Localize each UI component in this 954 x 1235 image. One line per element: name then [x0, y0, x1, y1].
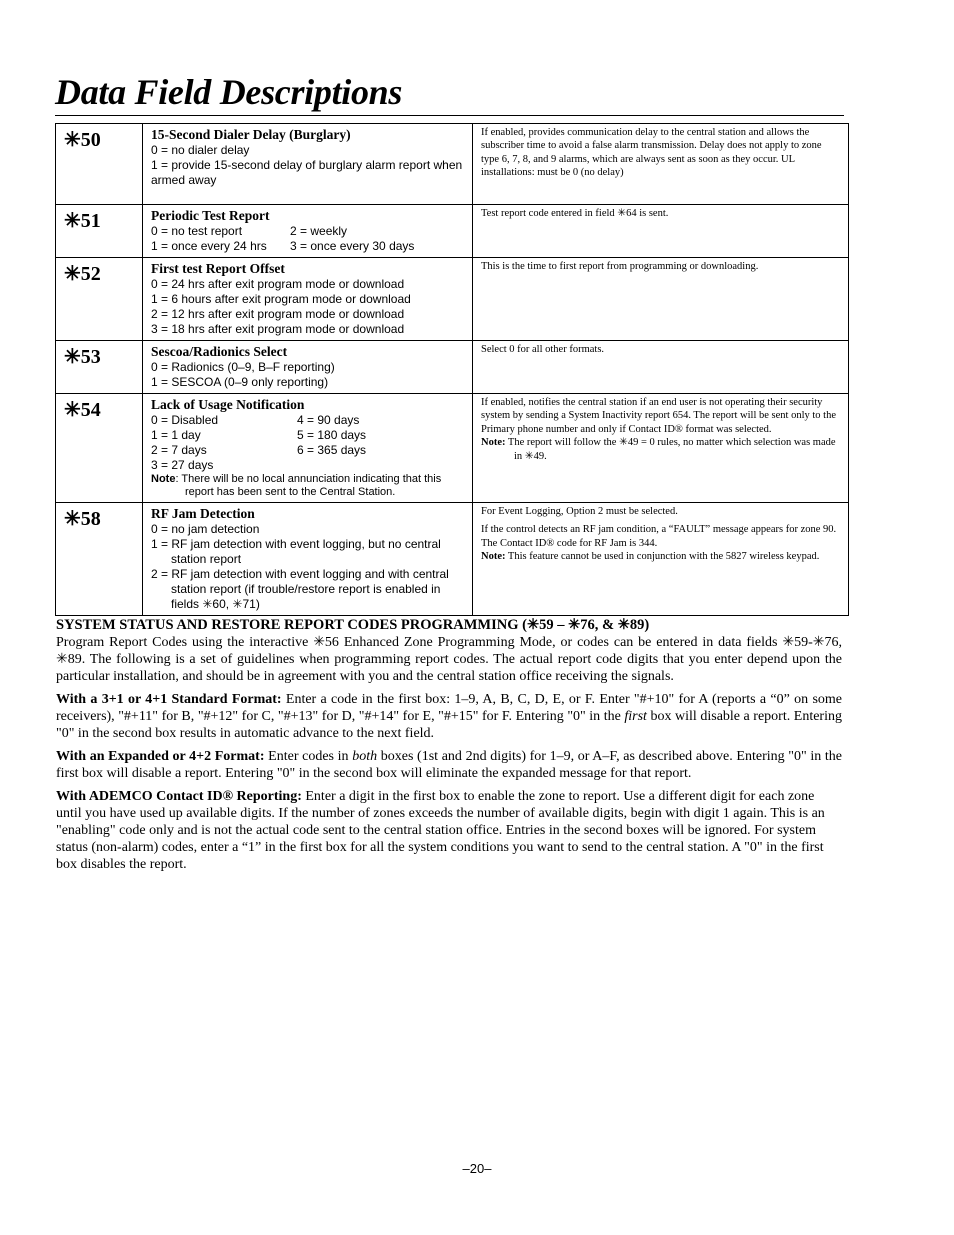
note-body: : There will be no local annunciation indicating that this report has been sent to the Central Station. [175, 473, 442, 498]
field-number: ✳54 [56, 394, 143, 503]
option-line: 2 = RF jam detection with event logging and with central station report (if trouble/restore report is enabled in fields ✳60, ✳71) [151, 567, 449, 611]
table-row [56, 205, 849, 258]
note-text: For Event Logging, Option 2 must be selected. [481, 506, 678, 517]
option-right: 4 = 90 days [297, 413, 360, 427]
field-number: ✳50 [56, 124, 143, 205]
field-description [143, 258, 473, 341]
option-right: 6 = 365 days [297, 443, 367, 457]
field-number: ✳52 [56, 258, 143, 341]
field-name: RF Jam Detection [151, 506, 255, 521]
section-heading: SYSTEM STATUS AND RESTORE REPORT CODES PROGRAMMING (✳59 – ✳76, & ✳89) [56, 617, 650, 633]
option-left: 1 = 1 day [151, 428, 201, 442]
option-right: 2 = weekly [290, 224, 348, 238]
paragraph-label: With an Expanded or 4+2 Format: [56, 749, 265, 764]
page-title: Data Field Descriptions [55, 72, 403, 112]
field-note [473, 503, 849, 616]
field-description [143, 394, 473, 503]
option-line: 1 = RF jam detection with event logging, but no central station report [151, 537, 441, 566]
option-line [151, 443, 466, 458]
option-line: 1 = provide 15-second delay of burglary alarm report when armed away [151, 158, 463, 187]
table-row [56, 394, 849, 503]
field-name: First test Report Offset [151, 261, 285, 276]
field-name: Lack of Usage Notification [151, 397, 305, 412]
section-intro: Program Report Codes using the interactive ✳56 Enhanced Zone Programming Mode, or codes can be entered in data fields ✳59-✳76, ✳89. The following is a set of guidelines when programming report codes. The actual report code digits that you enter depend upon the particular installation, and should be in agreement with you and the central station office receiving the signals. [56, 635, 842, 684]
note-label: Note: [481, 437, 506, 449]
note-body: This feature cannot be used in conjunction with the 5827 wireless keypad. [505, 551, 820, 563]
title-rule [55, 115, 844, 116]
field-number: ✳51 [56, 205, 143, 258]
option-line: 0 = Radionics (0–9, B–F reporting) [151, 360, 335, 374]
table-row [56, 258, 849, 341]
option-line: 2 = 12 hrs after exit program mode or download [151, 307, 405, 321]
paragraph-expanded-format [56, 748, 842, 782]
paragraph-text: boxes (1st and 2nd digits) for 1–9, or A–F, as described above. Entering "0" in the first box will disable a report. Entering "0" in the second box will eliminate the expanded message for that report. [56, 749, 842, 781]
option-left: 1 = once every 24 hrs [151, 239, 267, 253]
paragraph-text: Enter a code in the first box: 1–9, A, B, C, D, E, or F. Enter "#+10" for A (reports a “0” on some receivers), "#+11" for B, "#+12" for C, "#+13" for D, "#+14" for E, "#+15" for F. Entering "0" in the [56, 692, 842, 724]
field-description [143, 205, 473, 258]
option-left: 0 = no test report [151, 224, 243, 238]
field-note [473, 394, 849, 503]
paragraph-text: Enter a digit in the first box to enable the zone to report. Use a different digit for each zone until you have used up available digits. If the number of zones exceeds the number of available digits, begin with digit 1 again. This is an "enabling" code only and is not the actual code sent to the central station office. Entries in the second boxes will be ignored. For system status (non-alarm) codes, enter a “1” in the first box for all the system conditions you want to send to the central station. A "0" in the first box disables the report. [56, 789, 825, 872]
note-text: If the control detects an RF jam condition, a “FAULT” message appears for zone 90. The Contact ID® code for RF Jam is 344. [481, 524, 837, 549]
option-line [151, 224, 466, 239]
note-secondary [481, 550, 840, 563]
note-text: Test report code entered in field ✳64 is sent. [481, 208, 669, 219]
page-number: –20– [462, 1161, 492, 1176]
paragraph-text: box will disable a report. Entering "0" in the second box results in automatic advance to the next field. [56, 709, 842, 741]
field-note [473, 205, 849, 258]
option-line: 0 = 24 hrs after exit program mode or download [151, 277, 405, 291]
note-secondary [481, 436, 840, 463]
paragraph-emphasis: both [352, 749, 378, 764]
option-line: 1 = 6 hours after exit program mode or download [151, 292, 411, 306]
paragraph-text: Enter codes in [264, 749, 353, 764]
field-note [473, 124, 849, 205]
note-label: Note: [481, 551, 506, 563]
option-right: 3 = once every 30 days [290, 239, 415, 253]
note-text: If enabled, notifies the central station if an end user is not operating their security system by sending a System Inactivity report 654. The report will be sent only to the Primary phone number and only if Contact ID® format was selected. [481, 397, 836, 435]
note-text: This is the time to first report from programming or downloading. [481, 261, 759, 272]
field-number: ✳53 [56, 341, 143, 394]
paragraph-emphasis: first [624, 709, 647, 724]
option-line: 1 = SESCOA (0–9 only reporting) [151, 375, 329, 389]
field-description [143, 124, 473, 205]
field-note [473, 341, 849, 394]
option-line: 3 = 18 hrs after exit program mode or download [151, 322, 405, 336]
paragraph-label: With ADEMCO Contact ID® Reporting: [56, 789, 302, 804]
option-line: 0 = no jam detection [151, 522, 260, 536]
option-line: 3 = 27 days [151, 458, 214, 472]
option-left: 2 = 7 days [151, 443, 207, 457]
option-line [151, 428, 466, 443]
note-text: Select 0 for all other formats. [481, 344, 605, 355]
table-row [56, 503, 849, 616]
option-line: 0 = no dialer delay [151, 143, 250, 157]
table-row [56, 124, 849, 205]
field-name: 15-Second Dialer Delay (Burglary) [151, 127, 351, 142]
table-row [56, 341, 849, 394]
field-name: Sescoa/Radionics Select [151, 344, 288, 359]
option-right: 5 = 180 days [297, 428, 367, 442]
field-note [473, 258, 849, 341]
paragraph-label: With a 3+1 or 4+1 Standard Format: [56, 692, 282, 707]
field-description [143, 503, 473, 616]
option-note [151, 473, 466, 499]
note-body: The report will follow the ✳49 = 0 rules, no matter which selection was made in ✳49. [505, 437, 836, 462]
paragraph-contact-id [56, 788, 842, 873]
option-left: 0 = Disabled [151, 413, 219, 427]
note-label: Note [151, 473, 176, 485]
report-codes-section [56, 616, 842, 879]
option-line [151, 413, 466, 428]
data-field-table [55, 123, 849, 616]
note-text: If enabled, provides communication delay to the central station and allows the subscriber time to avoid a false alarm transmission. Delay does not apply to zone type 6, 7, 8, and 9 alarms, which are always sent as soon as they occur. UL installations: must be 0 (no delay) [481, 127, 822, 179]
field-description [143, 341, 473, 394]
field-name: Periodic Test Report [151, 208, 270, 223]
option-line [151, 239, 466, 254]
paragraph-standard-format [56, 691, 842, 742]
field-number: ✳58 [56, 503, 143, 616]
